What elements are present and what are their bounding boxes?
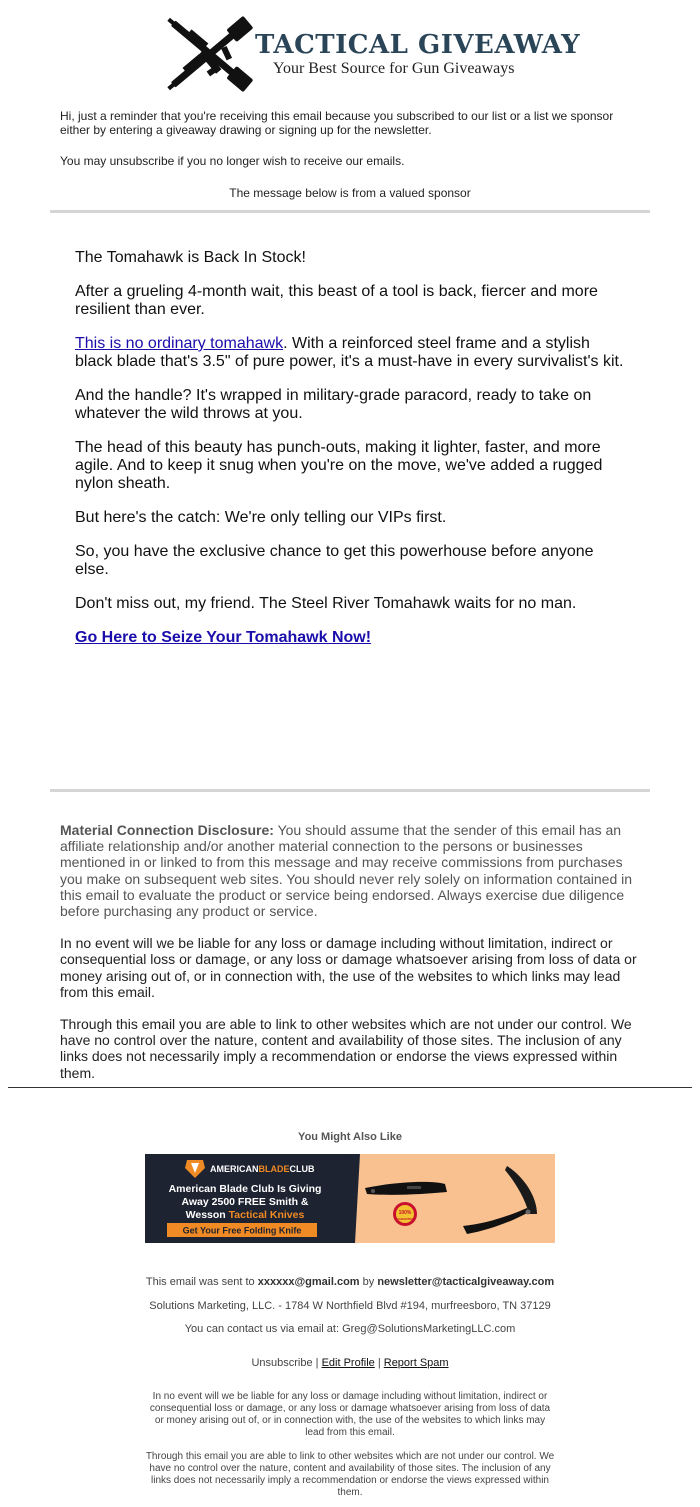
banner-graphic[interactable]: [145, 1154, 555, 1243]
subscription-reminder: Hi, just a reminder that you're receiving this email because you subscribed to our list or a list we sponsor either by entering a giveaway drawing or signing up for the newsletter.: [60, 109, 614, 137]
message-paragraph: Don't miss out, my friend. The Steel River Tomahawk waits for no man.: [75, 595, 577, 612]
crossed-rifles-icon: [155, 8, 265, 100]
sender-email: newsletter@tacticalgiveaway.com: [377, 1276, 555, 1288]
report-spam-link[interactable]: Report Spam: [383, 1357, 449, 1369]
brand-title: TACTICAL GIVEAWAY: [255, 30, 581, 60]
unsubscribe-link[interactable]: Unsubscribe: [251, 1357, 313, 1369]
brand-tagline: Your Best Source for Gun Giveaways: [273, 60, 515, 77]
company-address: Solutions Marketing, LLC. - 1784 W Northfield Blvd #194, murfreesboro, TN 37129: [149, 1300, 551, 1312]
edit-profile-link[interactable]: Edit Profile: [321, 1357, 375, 1369]
footer-links: Unsubscribe | Edit Profile | Report Spam: [251, 1357, 449, 1369]
message-headline: The Tomahawk is Back In Stock!: [75, 249, 306, 266]
brand-logo: [155, 8, 581, 100]
sponsor-note: The message below is from a valued sponsor: [229, 186, 471, 200]
banner-line-1: American Blade Club Is Giving: [168, 1183, 322, 1195]
material-disclosure: Material Connection Disclosure: You should assume that the sender of this email has an affiliate relationship and/or another material connection to the persons or businesses mentioned in or linked to from this message and may receive commissions from purchases you make on subsequent web sites. You should never rely solely on information contained in this email to evaluate the product or service being endorsed. Always exercise due diligence before purchasing any product or service.: [60, 822, 633, 920]
svg-text:100%: 100%: [398, 1210, 412, 1216]
sponsor-message: [75, 249, 630, 663]
banner-line-3: Wesson Tactical Knives: [185, 1209, 305, 1221]
promo-banner[interactable]: [145, 1154, 555, 1243]
contact-line: You can contact us via email at: Greg@SolutionsMarketingLLC.com: [184, 1323, 516, 1335]
cta-link[interactable]: Go Here to Seize Your Tomahawk Now!: [75, 629, 372, 646]
recipient-email: xxxxxx@gmail.com: [257, 1276, 360, 1288]
guarantee-seal-icon: [393, 1202, 417, 1226]
disclosure-section: [60, 822, 640, 1097]
liability-disclaimer: In no event will we be liable for any loss or damage including without limitation, indirect or consequential loss or damage, or any loss or damage whatsoever arising from loss of data or money arising out of, or in connection with, the use of the websites to which links may lead from this email.: [60, 935, 637, 1000]
banner-line-2: Away 2500 FREE Smith &: [181, 1196, 309, 1208]
message-paragraph: After a grueling 4-month wait, this beast of a tool is back, fiercer and more resilient than ever.: [75, 283, 598, 318]
svg-text:AMERICANBLADECLUB: AMERICANBLADECLUB: [210, 1164, 315, 1174]
divider: [50, 210, 650, 213]
external-links-disclaimer: Through this email you are able to link to other websites which are not under our control. We have no control over the nature, content and availability of those sites. The inclusion of any links does not necessarily imply a recommendation or endorse the views expressed within them.: [60, 1016, 632, 1081]
svg-text:Get Your Free Folding Knife: Get Your Free Folding Knife: [182, 1225, 302, 1236]
tomahawk-link[interactable]: This is no ordinary tomahawk: [75, 335, 284, 352]
message-paragraph: But here's the catch: We're only telling our VIPs first.: [75, 509, 447, 526]
recommendation-heading: You Might Also Like: [298, 1131, 402, 1143]
unsubscribe-note: You may unsubscribe if you no longer wish to receive our emails.: [60, 154, 405, 168]
footer-links-disclaimer: Through this email you are able to link to other websites which are not under our control. We have no control over the nature, content and availability of those sites. The inclusion of any links does not necessarily imply a recommendation or endorse the views expressed within them.: [145, 1451, 555, 1498]
message-paragraph: This is no ordinary tomahawk. With a reinforced steel frame and a stylish black blade that's 3.5" of pure power, it's a must-have in every survivalist's kit.: [75, 335, 624, 370]
svg-text:GUARANTEED: GUARANTEED: [394, 1217, 416, 1221]
divider: [8, 1087, 692, 1088]
message-paragraph: And the handle? It's wrapped in military-grade paracord, ready to take on whatever the wild throws at you.: [75, 387, 592, 422]
divider: [50, 789, 650, 792]
message-paragraph: So, you have the exclusive chance to get this powerhouse before anyone else.: [75, 543, 594, 578]
sent-to-notice: This email was sent to xxxxxx@gmail.com by newsletter@tacticalgiveaway.com: [145, 1276, 555, 1288]
message-paragraph: The head of this beauty has punch-outs, making it lighter, faster, and more agile. And to keep it snug when you're on the move, we've added a rugged nylon sheath.: [75, 439, 603, 492]
footer-liability-disclaimer: In no event will we be liable for any loss or damage including without limitation, indirect or consequential loss or damage, or any loss or damage whatsoever arising from loss of data or money arising out of, or in connection with, the use of the websites to which links may lead from this email.: [149, 1391, 551, 1438]
